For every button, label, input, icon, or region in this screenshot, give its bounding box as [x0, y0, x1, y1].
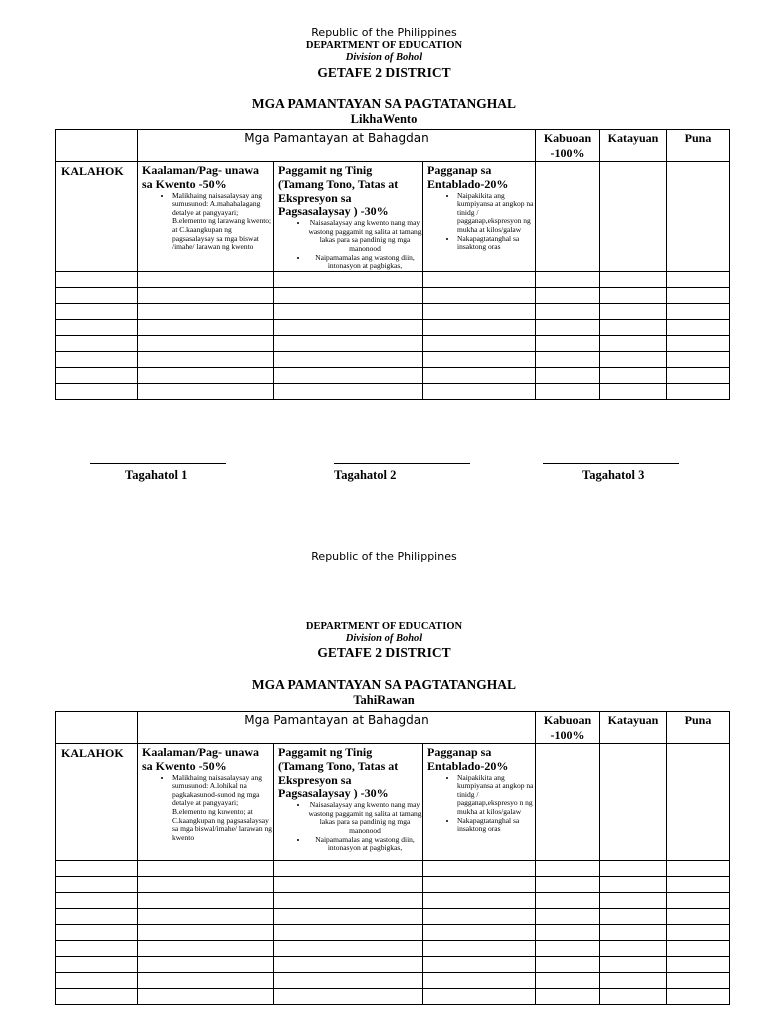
table-cell[interactable] [667, 973, 730, 989]
table-cell[interactable] [56, 909, 138, 925]
table-row [56, 861, 730, 877]
table-cell[interactable] [56, 989, 138, 1005]
table-cell[interactable] [667, 893, 730, 909]
table-cell[interactable] [600, 272, 667, 288]
criterion-tinig [274, 162, 423, 272]
table-cell[interactable] [138, 877, 274, 893]
criterion-title: Paggamit ng Tinig (Tamang Tono, Tatas at Ekspresyon sa Pagsasalaysay ) -30% [278, 163, 399, 219]
criterion-item: • Nakapagtatanghal sa insaktong oras [457, 235, 535, 252]
kalahok-label: KALAHOK [56, 162, 138, 272]
table-row [56, 957, 730, 973]
table-row [56, 893, 730, 909]
table-cell[interactable] [274, 957, 423, 973]
table-cell[interactable] [138, 861, 274, 877]
table-cell[interactable] [536, 288, 600, 304]
table-cell[interactable] [600, 973, 667, 989]
katayuan-header: Katayuan [600, 712, 667, 744]
table-cell[interactable] [600, 989, 667, 1005]
table-row [56, 925, 730, 941]
table-cell[interactable] [536, 368, 600, 384]
republic-line: Republic of the Philippines [311, 550, 457, 563]
katayuan-header: Katayuan [600, 130, 667, 162]
table-cell[interactable] [536, 909, 600, 925]
table-cell[interactable] [536, 893, 600, 909]
table-row [56, 877, 730, 893]
criterion-item: • Naipamamalas ang wastong diin, intonasyon at pagbigkas, [308, 836, 422, 853]
criterion-item: • Naisasalaysay ang kwento nang may wastong paggamit ng salita at tamang lakas para sa pandinig ng mga manonood [308, 219, 422, 254]
table-cell[interactable] [56, 272, 138, 288]
table-cell[interactable] [138, 957, 274, 973]
criterion-title: Paggamit ng Tinig (Tamang Tono, Tatas at Ekspresyon sa Pagsasalaysay ) -30% [278, 745, 399, 801]
table-cell[interactable] [274, 893, 423, 909]
puna-cell[interactable] [667, 744, 730, 861]
table-cell[interactable] [56, 941, 138, 957]
signature-line [543, 463, 679, 464]
table-cell[interactable] [138, 320, 274, 336]
republic-line: Republic of the Philippines [311, 26, 457, 39]
table-cell[interactable] [56, 352, 138, 368]
table-cell[interactable] [138, 384, 274, 400]
table-cell[interactable] [667, 368, 730, 384]
table-cell[interactable] [536, 973, 600, 989]
signatory-3: Tagahatol 3 [582, 468, 645, 482]
table-cell[interactable] [423, 861, 536, 877]
table-cell[interactable] [536, 336, 600, 352]
table-cell[interactable] [56, 973, 138, 989]
criterion-item: • Malikhaing naisasalaysay ang sumusunod: A.lohikal na pagkakasunod-sunod ng mga detalye at pangyayari; B.elemento ng kuwento; at C.kaangkupan ng pagsasalaysay sa mga biswal/imahe/ larawan ng kwento [172, 774, 273, 843]
table-row [56, 272, 730, 288]
table-cell[interactable] [423, 304, 536, 320]
table-cell[interactable] [56, 304, 138, 320]
table-cell[interactable] [274, 336, 423, 352]
table-cell[interactable] [600, 957, 667, 973]
table-cell[interactable] [274, 989, 423, 1005]
table-cell[interactable] [667, 288, 730, 304]
district-line: GETAFE 2 DISTRICT [317, 645, 451, 660]
table-cell[interactable] [138, 272, 274, 288]
table-cell[interactable] [274, 288, 423, 304]
table-cell[interactable] [56, 336, 138, 352]
table-row [56, 320, 730, 336]
district-line: GETAFE 2 DISTRICT [317, 65, 451, 80]
criterion-item: • Naipakikita ang kumpiyansa at angkop na tinidg / pagganap,ekspresyon ng mukha at kilos/galaw [457, 192, 535, 235]
page-subheading: TahiRawan [353, 693, 415, 707]
department-line: DEPARTMENT OF EDUCATION [305, 621, 463, 632]
criterion-item: • Naipakikita ang kumpiyansa at angkop na tinidg / pagganap,ekspresyo n ng mukha at kilos/galaw [457, 774, 535, 817]
table-cell[interactable] [56, 288, 138, 304]
criterion-title: Kaalaman/Pag- unawa sa Kwento -50% [142, 163, 260, 191]
criteria-header: Mga Pamantayan at Bahagdan [138, 130, 536, 162]
table-cell[interactable] [274, 272, 423, 288]
table-cell[interactable] [667, 909, 730, 925]
rubric-table [55, 711, 730, 1005]
puna-cell[interactable] [667, 162, 730, 272]
table-cell[interactable] [667, 925, 730, 941]
table-cell[interactable] [600, 352, 667, 368]
criterion-title: Kaalaman/Pag- unawa sa Kwento -50% [142, 745, 260, 773]
table-cell[interactable] [423, 384, 536, 400]
table-cell[interactable] [600, 384, 667, 400]
table-cell[interactable] [667, 352, 730, 368]
table-row [56, 941, 730, 957]
table-cell[interactable] [667, 320, 730, 336]
table-cell[interactable] [536, 352, 600, 368]
table-cell[interactable] [138, 304, 274, 320]
katayuan-cell[interactable] [600, 744, 667, 861]
table-row [56, 336, 730, 352]
criterion-item: • Nakapagtatanghal sa insaktong oras [457, 817, 535, 834]
table-cell[interactable] [536, 320, 600, 336]
criterion-title: Pagganap sa Entablado-20% [427, 163, 509, 191]
table-cell[interactable] [274, 304, 423, 320]
table-cell[interactable] [138, 893, 274, 909]
signature-line [334, 463, 470, 464]
table-cell[interactable] [600, 893, 667, 909]
table-cell[interactable] [667, 304, 730, 320]
table-cell[interactable] [274, 925, 423, 941]
table-cell[interactable] [423, 320, 536, 336]
table-cell[interactable] [423, 336, 536, 352]
table-cell[interactable] [138, 925, 274, 941]
table-cell[interactable] [423, 288, 536, 304]
table-cell[interactable] [423, 957, 536, 973]
table-cell[interactable] [600, 304, 667, 320]
criterion-item: • Naipamamalas ang wastong diin, intonasyon at pagbigkas, [308, 254, 422, 271]
table-cell[interactable] [423, 893, 536, 909]
table-cell[interactable] [138, 989, 274, 1005]
signatory-2: Tagahatol 2 [334, 468, 397, 482]
division-line: Division of Bohol [345, 52, 423, 63]
table-cell[interactable] [56, 893, 138, 909]
table-cell[interactable] [600, 877, 667, 893]
table-cell[interactable] [423, 941, 536, 957]
table-cell[interactable] [423, 352, 536, 368]
table-row [56, 973, 730, 989]
table-cell[interactable] [536, 861, 600, 877]
kabuoan-cell[interactable] [536, 162, 600, 272]
table-cell[interactable] [667, 272, 730, 288]
signatory-1: Tagahatol 1 [125, 468, 188, 482]
table-row [56, 384, 730, 400]
kabuoan-cell[interactable] [536, 744, 600, 861]
table-cell[interactable] [423, 973, 536, 989]
criterion-kaalaman [138, 162, 274, 272]
table-cell[interactable] [274, 973, 423, 989]
table-cell[interactable] [56, 877, 138, 893]
table-cell[interactable] [667, 989, 730, 1005]
table-cell[interactable] [56, 320, 138, 336]
table-cell[interactable] [667, 877, 730, 893]
table-cell[interactable] [56, 957, 138, 973]
table-cell[interactable] [600, 336, 667, 352]
table-cell[interactable] [600, 925, 667, 941]
table-cell[interactable] [56, 368, 138, 384]
page-heading: MGA PAMANTAYAN SA PAGTATANGHAL [251, 677, 517, 692]
table-cell[interactable] [536, 877, 600, 893]
katayuan-cell[interactable] [600, 162, 667, 272]
table-cell[interactable] [667, 336, 730, 352]
table-cell[interactable] [274, 320, 423, 336]
criterion-item: • Naisasalaysay ang kwento nang may wastong paggamit ng salita at tamang lakas para sa pandinig ng mga manonood [308, 801, 422, 836]
table-cell[interactable] [138, 941, 274, 957]
table-cell[interactable] [274, 368, 423, 384]
table-cell[interactable] [600, 909, 667, 925]
criterion-tinig [274, 744, 423, 861]
table-cell[interactable] [600, 288, 667, 304]
table-cell[interactable] [536, 957, 600, 973]
table-cell[interactable] [423, 989, 536, 1005]
table-cell[interactable] [138, 973, 274, 989]
puna-header: Puna [667, 712, 730, 744]
table-cell[interactable] [56, 861, 138, 877]
table-cell[interactable] [274, 384, 423, 400]
table-cell[interactable] [600, 861, 667, 877]
corner-cell [56, 712, 138, 744]
table-cell[interactable] [423, 368, 536, 384]
table-cell[interactable] [536, 925, 600, 941]
criterion-pagganap [423, 744, 536, 861]
signature-line [90, 463, 226, 464]
table-cell[interactable] [138, 352, 274, 368]
table-cell[interactable] [274, 352, 423, 368]
table-cell[interactable] [600, 320, 667, 336]
table-cell[interactable] [536, 384, 600, 400]
table-cell[interactable] [423, 925, 536, 941]
table-row [56, 909, 730, 925]
rubric-table [55, 129, 730, 400]
table-cell[interactable] [274, 941, 423, 957]
table-cell[interactable] [536, 304, 600, 320]
table-cell[interactable] [138, 909, 274, 925]
table-cell[interactable] [138, 288, 274, 304]
table-cell[interactable] [274, 877, 423, 893]
corner-cell [56, 130, 138, 162]
kabuoan-header: Kabuoan -100% [536, 130, 600, 162]
table-row [56, 304, 730, 320]
table-cell[interactable] [423, 877, 536, 893]
table-row [56, 989, 730, 1005]
table-row [56, 288, 730, 304]
table-cell[interactable] [423, 272, 536, 288]
table-cell[interactable] [56, 925, 138, 941]
table-cell[interactable] [138, 336, 274, 352]
table-cell[interactable] [274, 861, 423, 877]
table-cell[interactable] [667, 957, 730, 973]
page-heading: MGA PAMANTAYAN SA PAGTATANGHAL [251, 96, 517, 111]
table-cell[interactable] [423, 909, 536, 925]
table-cell[interactable] [667, 384, 730, 400]
criteria-header: Mga Pamantayan at Bahagdan [138, 712, 536, 744]
table-cell[interactable] [138, 368, 274, 384]
table-cell[interactable] [56, 384, 138, 400]
criterion-pagganap [423, 162, 536, 272]
table-cell[interactable] [536, 989, 600, 1005]
table-cell[interactable] [536, 272, 600, 288]
table-cell[interactable] [536, 941, 600, 957]
puna-header: Puna [667, 130, 730, 162]
criterion-item: • Malikhaing naisasalaysay ang sumusunod: A.mahahalagang detalye at pangyayari; B.elemento ng larawang kwento; at C.kaangkupan ng pagsasalaysay sa mga biswat /imahe/ larawan ng kwento [172, 192, 273, 252]
division-line: Division of Bohol [345, 633, 423, 644]
table-cell[interactable] [667, 861, 730, 877]
table-cell[interactable] [274, 909, 423, 925]
kabuoan-header: Kabuoan -100% [536, 712, 600, 744]
table-row [56, 368, 730, 384]
table-cell[interactable] [600, 941, 667, 957]
criterion-kaalaman [138, 744, 274, 861]
table-cell[interactable] [600, 368, 667, 384]
kalahok-label: KALAHOK [56, 744, 138, 861]
criterion-title: Pagganap sa Entablado-20% [427, 745, 509, 773]
table-row [56, 352, 730, 368]
page-subheading: LikhaWento [350, 112, 418, 126]
department-line: DEPARTMENT OF EDUCATION [305, 40, 463, 51]
table-cell[interactable] [667, 941, 730, 957]
